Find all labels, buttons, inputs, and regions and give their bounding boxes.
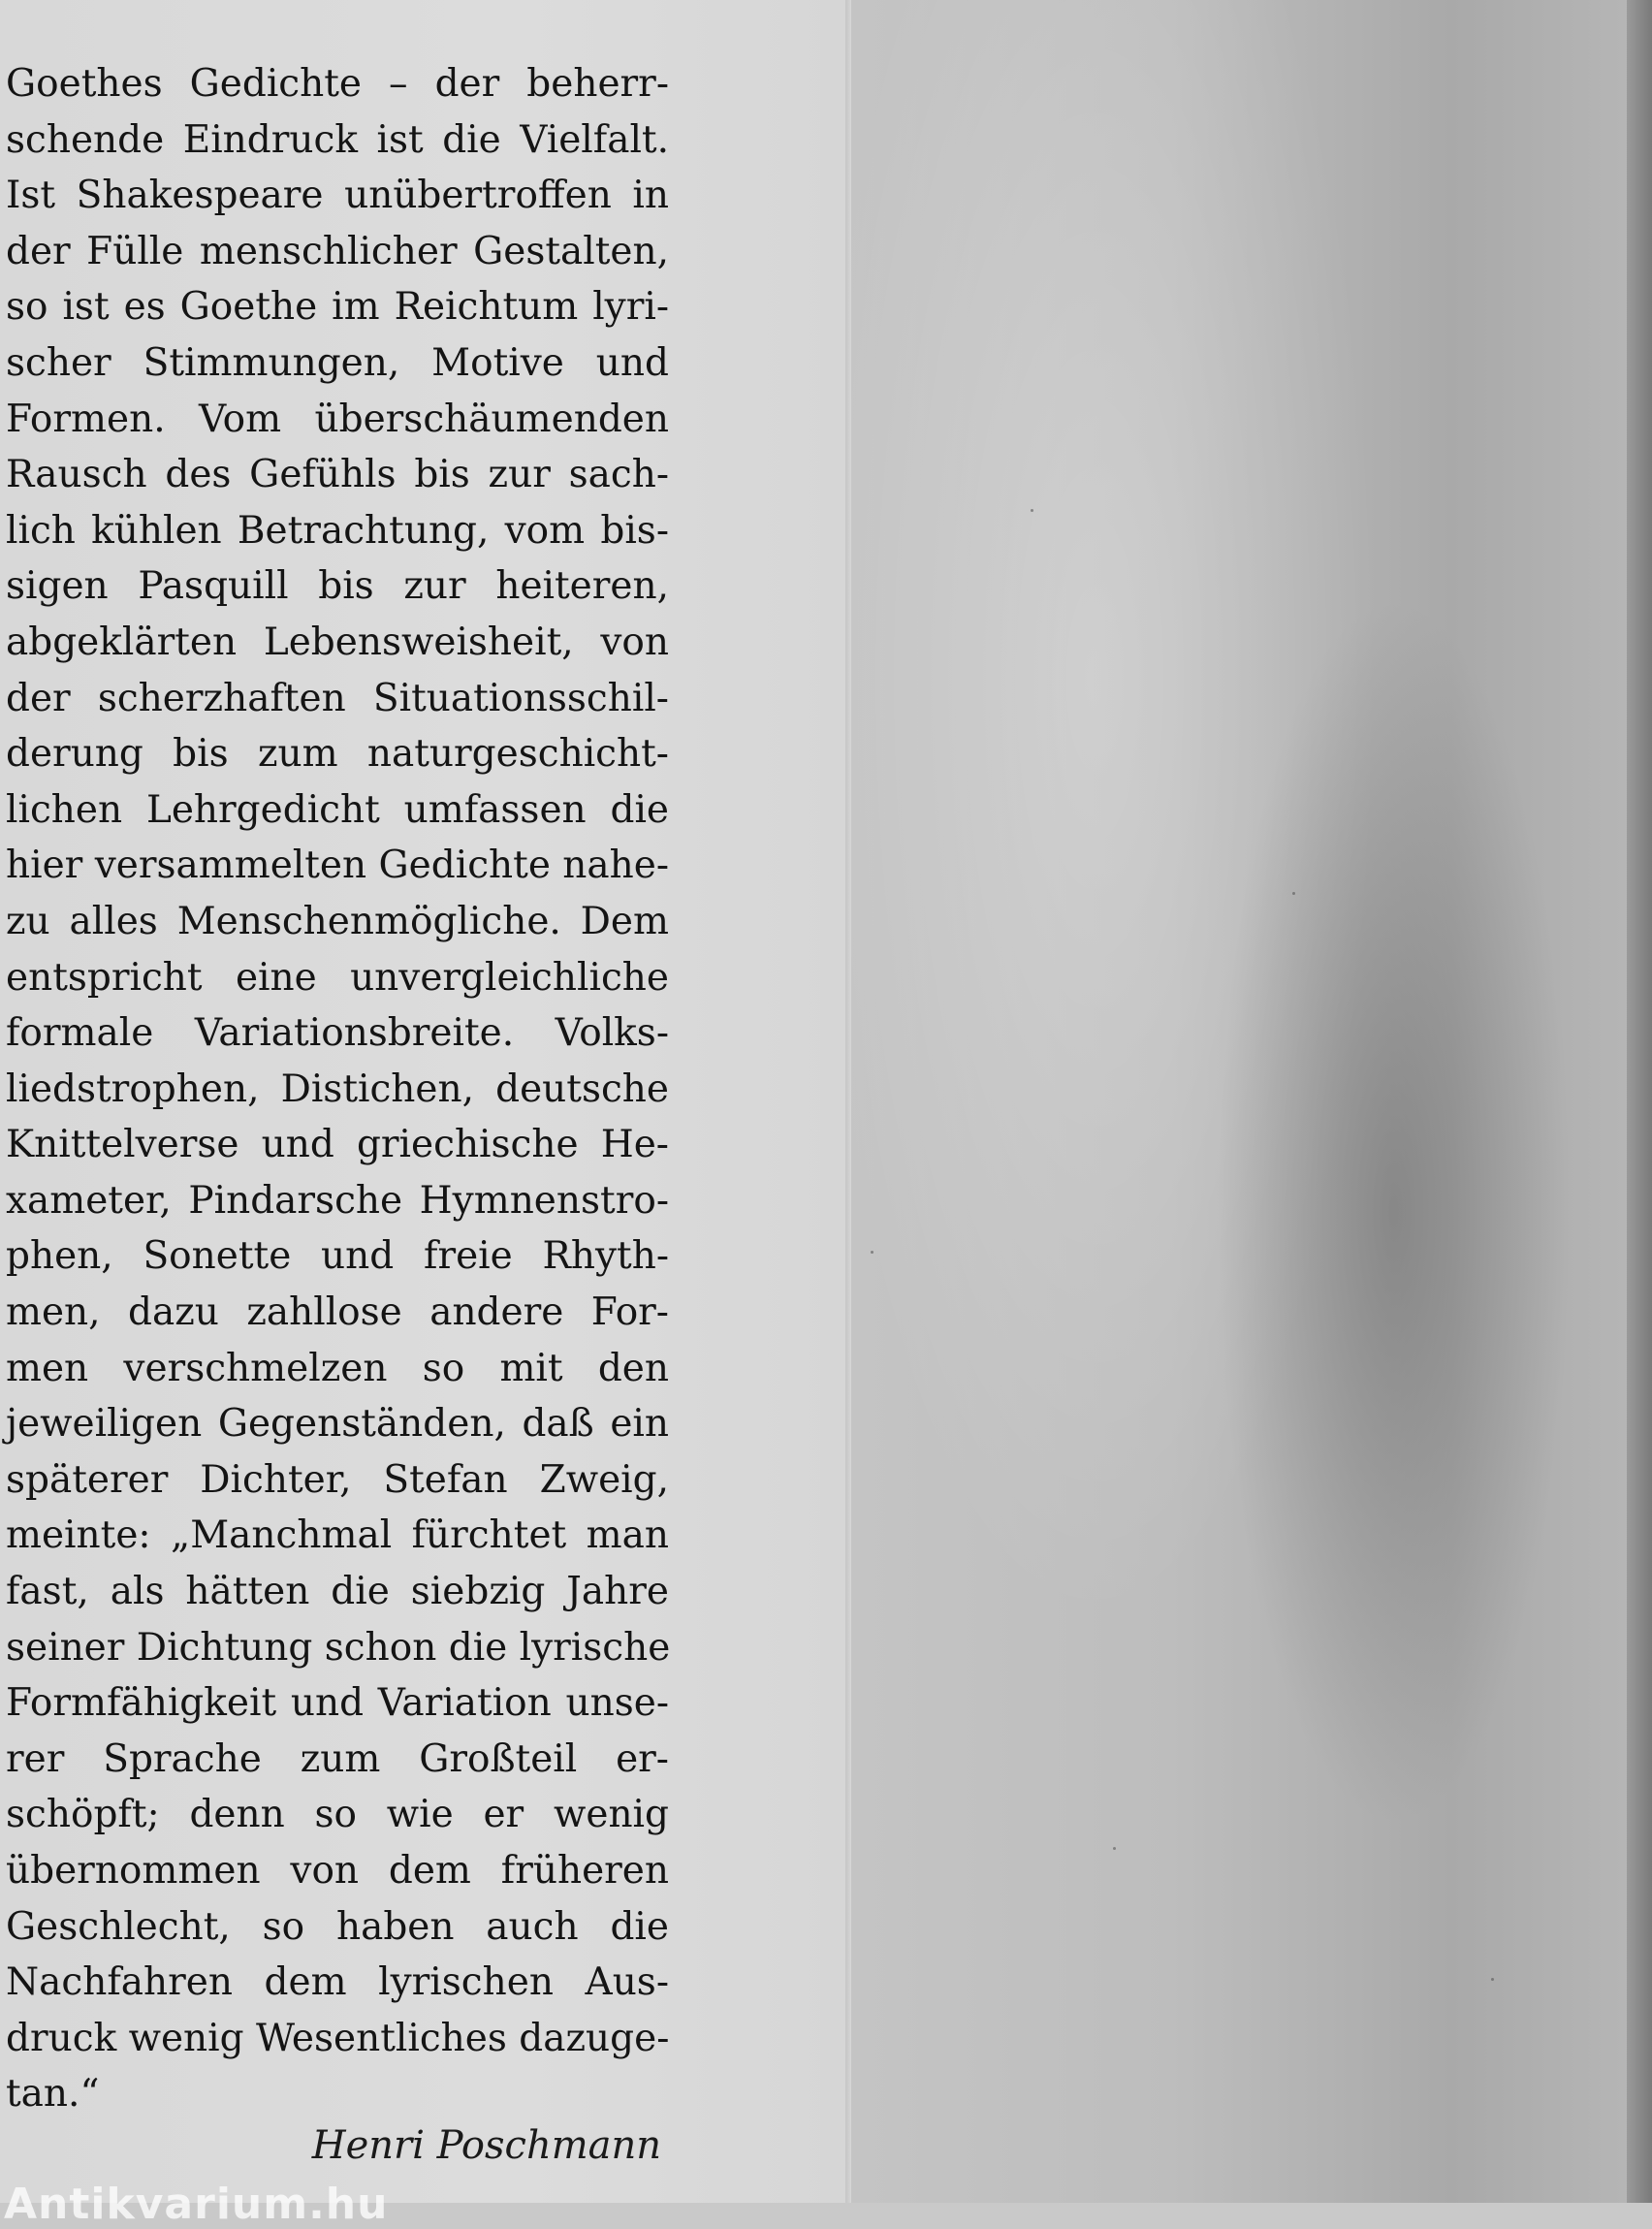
text-line: lichen Lehrgedicht umfassen die [6,787,669,832]
text-line: Geschlecht, so haben auch die [6,1904,669,1949]
text-line: Knittelverse und griechische He- [6,1123,669,1167]
text-line: rer Sprache zum Großteil er- [6,1736,669,1781]
text-line: abgeklärten Lebensweisheit, von [6,620,669,664]
body-text [0,56,669,2122]
text-line: Formfähigkeit und Variation unse- [6,1681,669,1726]
text-line: hier versammelten Gedichte nahe- [6,844,670,888]
right-page [851,0,1652,2203]
text-line: fast, als hätten die siebzig Jahre [6,1570,669,1614]
text-line: Ist Shakespeare unübertroffen in [6,174,669,218]
text-line: lich kühlen Betrachtung, vom bis- [6,508,669,553]
text-line: men, dazu zahllose andere For- [6,1290,669,1335]
text-line: derung bis zum naturgeschicht- [6,732,669,777]
text-line: der scherzhaften Situationsschil- [6,676,669,720]
text-line: Nachfahren dem lyrischen Aus- [6,1960,669,2005]
text-line: späterer Dichter, Stefan Zweig, [6,1457,669,1502]
text-line: der Fülle menschlicher Gestalten, [6,229,669,273]
text-line: Rausch des Gefühls bis zur sach- [6,453,669,497]
text-line: Goethes Gedichte – der beherr- [6,62,669,106]
author-signature: Henri Poschmann [311,2123,661,2168]
text-line: Formen. Vom überschäumenden [6,397,669,441]
text-line: formale Variationsbreite. Volks- [6,1011,669,1056]
text-line: men verschmelzen so mit den [6,1346,669,1390]
text-line: sigen Pasquill bis zur heiteren, [6,564,669,609]
paper-speck [1113,1847,1116,1850]
text-line: so ist es Goethe im Reichtum lyri- [6,285,669,330]
text-line: seiner Dichtung schon die lyrische [6,1625,671,1670]
text-line: phen, Sonette und freie Rhyth- [6,1234,669,1279]
paper-speck [1491,1978,1494,1981]
text-line: liedstrophen, Distichen, deutsche [6,1067,669,1111]
watermark: Antikvarium.hu [4,2180,389,2229]
text-line: zu alles Menschenmögliche. Dem [6,899,669,943]
paper-speck [1292,892,1295,895]
paper-speck [871,1251,874,1254]
text-line: übernommen von dem früheren [6,1849,669,1893]
text-line: schöpft; denn so wie er wenig [6,1793,669,1837]
page-edge [1627,0,1652,2203]
text-line: jeweiligen Gegenständen, daß ein [6,1402,669,1447]
text-line: tan.“ [6,2072,100,2117]
text-line: meinte: „Manchmal fürchtet man [6,1513,669,1558]
text-line: xameter, Pindarsche Hymnenstro- [6,1178,669,1223]
text-line: entspricht eine unvergleichliche [6,955,669,1000]
text-line: druck wenig Wesentliches dazuge- [6,2016,670,2060]
paper-speck [1031,509,1033,512]
text-line: scher Stimmungen, Motive und [6,340,669,385]
text-line: schende Eindruck ist die Vielfalt. [6,117,669,162]
